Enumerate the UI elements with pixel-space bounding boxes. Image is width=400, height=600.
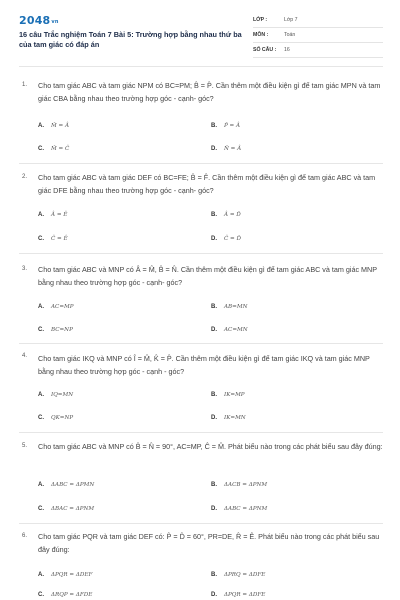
meta-key: SỐ CÂU : — [253, 47, 277, 53]
meta-value: Lớp 7 — [284, 17, 298, 23]
meta-key: LỚP : — [253, 17, 268, 23]
page-header — [0, 0, 400, 70]
header-divider — [19, 66, 383, 67]
question-divider — [19, 163, 383, 164]
option-c[interactable]: C. Ĉ = Ê — [38, 236, 68, 242]
page-title: 16 câu Trắc nghiệm Toán 7 Bài 5: Trường hợp bằng nhau thứ ba của tam giác có đáp án — [19, 30, 242, 49]
option-c[interactable]: C. QK=NP — [38, 415, 74, 421]
option-a[interactable]: A. AC=MP — [38, 304, 74, 310]
question-number: 2. — [22, 174, 28, 180]
site-logo[interactable]: 2048vn — [19, 14, 59, 27]
option-d[interactable]: D. N̂ = Â — [211, 146, 242, 152]
question-text: Cho tam giác ABC và MNP có B̂ = N̂ = 90°, AC=MP, Ĉ = M̂. Phát biểu nào trong các phát biểu sau đây đúng: — [38, 442, 383, 451]
question-number: 1. — [22, 82, 28, 88]
meta-value: Toán — [284, 32, 296, 38]
option-d[interactable]: D. ΔABC = ΔPNM — [211, 506, 268, 512]
option-b[interactable]: B. IK=MP — [211, 392, 245, 398]
meta-row-grade — [253, 14, 383, 28]
question-text: Cho tam giác PQR và tam giác DEF có: P̂ = D̂ = 60°, PR=DE, R̂ = Ê. Phát biểu nào trong các phát biểu sau đây đúng: — [38, 532, 380, 554]
question-number: 5. — [22, 443, 28, 449]
option-a[interactable]: A. M̂ = Â — [38, 123, 70, 129]
option-a[interactable]: A. ΔPQR = ΔDEF — [38, 572, 93, 578]
question-text: Cho tam giác ABC và tam giác DEF có BC=FE; B̂ = F̂. Cần thêm một điều kiện gì để tam giác ABC và tam giác DFE bằng nhau theo trường hợp góc - cạnh- góc? — [38, 173, 376, 195]
question-divider — [19, 523, 383, 524]
option-d[interactable]: D. AC=MN — [211, 327, 248, 333]
meta-row-count — [253, 44, 383, 58]
option-b[interactable]: B. P̂ = Â — [211, 123, 241, 129]
option-c[interactable]: C. M̂ = Ĉ — [38, 146, 70, 152]
option-c[interactable]: C. BC=NP — [38, 327, 73, 333]
option-a[interactable]: A. ΔABC = ΔPMN — [38, 482, 95, 488]
question-divider — [19, 432, 383, 433]
option-b[interactable]: B. ΔPRQ = ΔDFE — [211, 572, 266, 578]
meta-row-subject — [253, 29, 383, 43]
option-d[interactable]: D. ΔPQR = ΔDFE — [211, 592, 266, 598]
question-text: Cho tam giác ABC và MNP có Â = M̂, B̂ = N̂. Cần thêm một điều kiện gì để tam giác ABC và tam giác MNP bằng nhau theo trường hợp góc - cạnh- góc? — [38, 265, 377, 287]
option-c[interactable]: C. ΔBAC = ΔPNM — [38, 506, 95, 512]
option-d[interactable]: D. Ĉ = D̂ — [211, 236, 242, 242]
question-number: 6. — [22, 533, 28, 539]
meta-key: MÔN : — [253, 32, 269, 38]
option-a[interactable]: A. Â = Ê — [38, 212, 68, 218]
question-number: 3. — [22, 266, 28, 272]
meta-value: 16 — [284, 47, 290, 53]
option-b[interactable]: B. AB=MN — [211, 304, 248, 310]
option-b[interactable]: B. Â = D̂ — [211, 212, 241, 218]
option-b[interactable]: B. ΔACB = ΔPNM — [211, 482, 268, 488]
question-divider — [19, 253, 383, 254]
question-divider — [19, 343, 383, 344]
question-text: Cho tam giác IKQ và MNP có Î = M̂, K̂ = P̂. Cần thêm một điều kiện gì để tam giác IKQ và tam giác MNP bằng nhau theo trường hợp góc - cạnh - góc? — [38, 354, 370, 376]
question-text: Cho tam giác ABC và tam giác NPM có BC=PM; B̂ = P̂. Cần thêm một điều kiện gì để tam giác MPN và tam giác CBA bằng nhau theo trường hợp góc - cạnh- góc? — [38, 81, 381, 103]
question-number: 4. — [22, 353, 28, 359]
option-a[interactable]: A. IQ=MN — [38, 392, 74, 398]
option-d[interactable]: D. IK=MN — [211, 415, 246, 421]
option-c[interactable]: C. ΔRQP = ΔFDE — [38, 592, 93, 598]
